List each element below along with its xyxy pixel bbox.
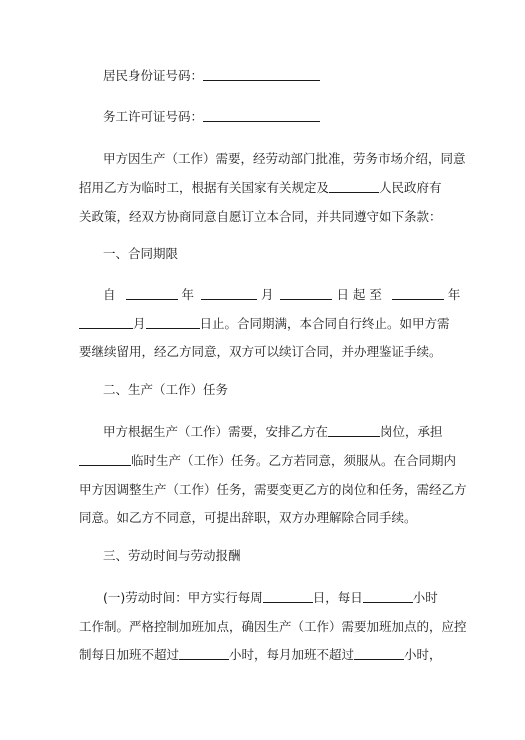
from-label: 自 — [103, 287, 116, 302]
start-year-blank[interactable] — [126, 287, 178, 300]
end-year-label: 年 — [447, 287, 461, 302]
end-month-label: 月 — [133, 316, 146, 331]
section-1-line-3: 要继续留用，经乙方同意，双方可以续订合同，并办理鉴证手续。 — [79, 344, 442, 359]
section-2-line-1 — [103, 424, 443, 440]
intro-line-2 — [79, 180, 442, 196]
days-label: 日，每日 — [312, 590, 363, 605]
task-blank[interactable] — [79, 453, 131, 466]
hours-per-day-blank[interactable] — [363, 590, 413, 603]
daily-overtime-blank[interactable] — [179, 647, 229, 660]
government-blank[interactable] — [329, 180, 379, 193]
section-2-line-1-text: 甲方根据生产（工作）需要，安排乙方在 — [103, 424, 329, 439]
start-month-blank[interactable] — [201, 287, 257, 300]
work-permit-label: 务工许可证号码： — [103, 109, 204, 124]
section-3-line-1 — [103, 590, 438, 606]
monthly-overtime-tail: 小时， — [404, 647, 442, 662]
end-month-blank[interactable] — [79, 316, 133, 329]
end-day-blank[interactable] — [146, 316, 200, 329]
section-2-title: 二、生产（工作）任务 — [103, 382, 229, 397]
id-card-blank[interactable] — [203, 68, 320, 81]
id-card-label: 居民身份证号码： — [103, 68, 204, 83]
work-permit-blank[interactable] — [203, 109, 320, 122]
intro-line-3: 关政策，经双方协商同意自愿订立本合同，并共同遵守如下条款： — [79, 209, 442, 224]
monthly-overtime-text: 小时，每月加班不超过 — [229, 647, 355, 662]
intro-line-1: 甲方因生产（工作）需要，经劳动部门批准，劳务市场介绍，同意 — [103, 151, 466, 166]
work-permit-field-row — [103, 109, 320, 125]
section-2-line-4: 同意。如乙方不同意，可提出辞职，双方办理解除合同手续。 — [79, 510, 417, 525]
section-2-line-2 — [79, 453, 456, 469]
section-2-line-1-tail: 岗位，承担 — [380, 424, 443, 439]
id-card-field-row — [103, 68, 320, 84]
daily-overtime-text: 制每日加班不超过 — [79, 647, 180, 662]
start-day-blank[interactable] — [280, 287, 332, 300]
intro-line-2-tail: 人民政府有 — [379, 180, 442, 195]
position-blank[interactable] — [328, 424, 380, 437]
section-2-line-3: 甲方因调整生产（工作）任务，需要变更乙方的岗位和任务，需经乙方 — [79, 482, 467, 497]
section-2-line-2-text: 临时生产（工作）任务。乙方若同意，须服从。在合同期内 — [131, 453, 457, 468]
end-year-blank[interactable] — [392, 287, 444, 300]
section-1-line-1 — [103, 287, 460, 303]
section-1-line-2 — [79, 316, 450, 332]
day-to-label: 日 起 至 — [336, 287, 382, 302]
intro-line-2-text: 招用乙方为临时工，根据有关国家有关规定及 — [79, 180, 330, 195]
section-3-line-2: 工作制。严格控制加班加点，确因生产（工作）需要加班加点的，应控 — [79, 619, 467, 634]
section-3-line-3 — [79, 647, 442, 663]
hours-label: 小时 — [412, 590, 438, 605]
section-3-title: 三、劳动时间与劳动报酬 — [103, 548, 241, 563]
days-per-week-blank[interactable] — [263, 590, 313, 603]
work-hours-text: (一)劳动时间：甲方实行每周 — [103, 590, 263, 605]
year-label: 年 — [181, 287, 194, 302]
section-1-title: 一、合同期限 — [103, 246, 179, 261]
month-label: 月 — [260, 287, 274, 302]
monthly-overtime-blank[interactable] — [354, 647, 404, 660]
end-day-text: 日止。合同期满，本合同自行终止。如甲方需 — [199, 316, 450, 331]
